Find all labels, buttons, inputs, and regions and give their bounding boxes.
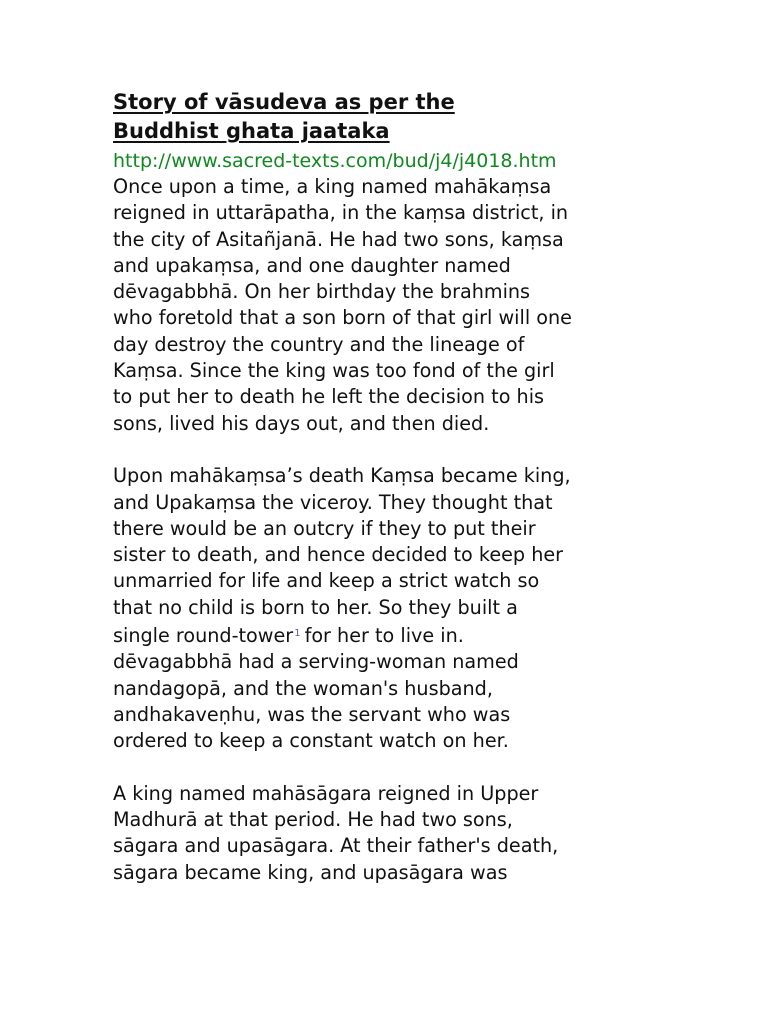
text-line: and upakaṃsa, and one daughter named [113, 253, 511, 277]
text-line: nandagopā, and the woman's husband, [113, 676, 493, 700]
text-line: dēvagabbhā had a serving-woman named [113, 650, 519, 674]
text-line: unmarried for life and keep a strict watch so [113, 569, 540, 593]
text-line-with-footnote [113, 621, 673, 649]
note-line-start: single round-tower [113, 624, 294, 648]
document-title [113, 88, 673, 146]
text-line: Madhurā at that period. He had two sons, [113, 808, 513, 832]
text-line: that no child is born to her. So they built a [113, 595, 518, 619]
paragraph-spacer [113, 755, 673, 781]
text-line: dēvagabbhā. On her birthday the brahmins [113, 280, 531, 304]
text-line: the city of Asitañjanā. He had two sons, kaṃsa [113, 227, 564, 251]
document-page [113, 88, 673, 886]
text-line: Once upon a time, a king named mahākaṃsa [113, 175, 552, 198]
text-line: reigned in uttarāpatha, in the kaṃsa district, in [113, 201, 569, 225]
footnote-marker[interactable]: 1 [294, 628, 301, 640]
text-line: sister to death, and hence decided to keep her [113, 543, 564, 567]
text-line: andhakaveṇhu, was the servant who was [113, 702, 511, 726]
text-line: and Upakaṃsa the viceroy. They thought that [113, 490, 553, 514]
text-line: who foretold that a son born of that girl will one [113, 306, 572, 330]
text-line: sāgara and upasāgara. At their father's death, [113, 834, 559, 858]
paragraph-2 [113, 463, 673, 754]
title-line-2: Buddhist ghata jaataka [113, 119, 390, 143]
text-line: sons, lived his days out, and then died. [113, 411, 490, 435]
text-line: sāgara became king, and upasāgara was [113, 860, 508, 884]
text-line: ordered to keep a constant watch on her. [113, 729, 509, 753]
text-line: day destroy the country and the lineage of [113, 332, 525, 356]
title-line-1: Story of vāsudeva as per the [113, 90, 455, 114]
paragraph-spacer [113, 437, 673, 463]
text-line: A king named mahāsāgara reigned in Upper [113, 781, 539, 805]
text-line: Kaṃsa. Since the king was too fond of the girl [113, 359, 555, 383]
text-line: to put her to death he left the decision to his [113, 385, 545, 409]
text-line: Upon mahākaṃsa’s death Kaṃsa became king, [113, 464, 571, 488]
text-line: there would be an outcry if they to put their [113, 516, 536, 540]
paragraph-3 [113, 781, 673, 886]
source-link[interactable]: http://www.sacred-texts.com/bud/j4/j4018.htm [113, 150, 557, 172]
paragraph-1 [113, 174, 673, 437]
note-line-end: for her to live in. [304, 624, 464, 648]
